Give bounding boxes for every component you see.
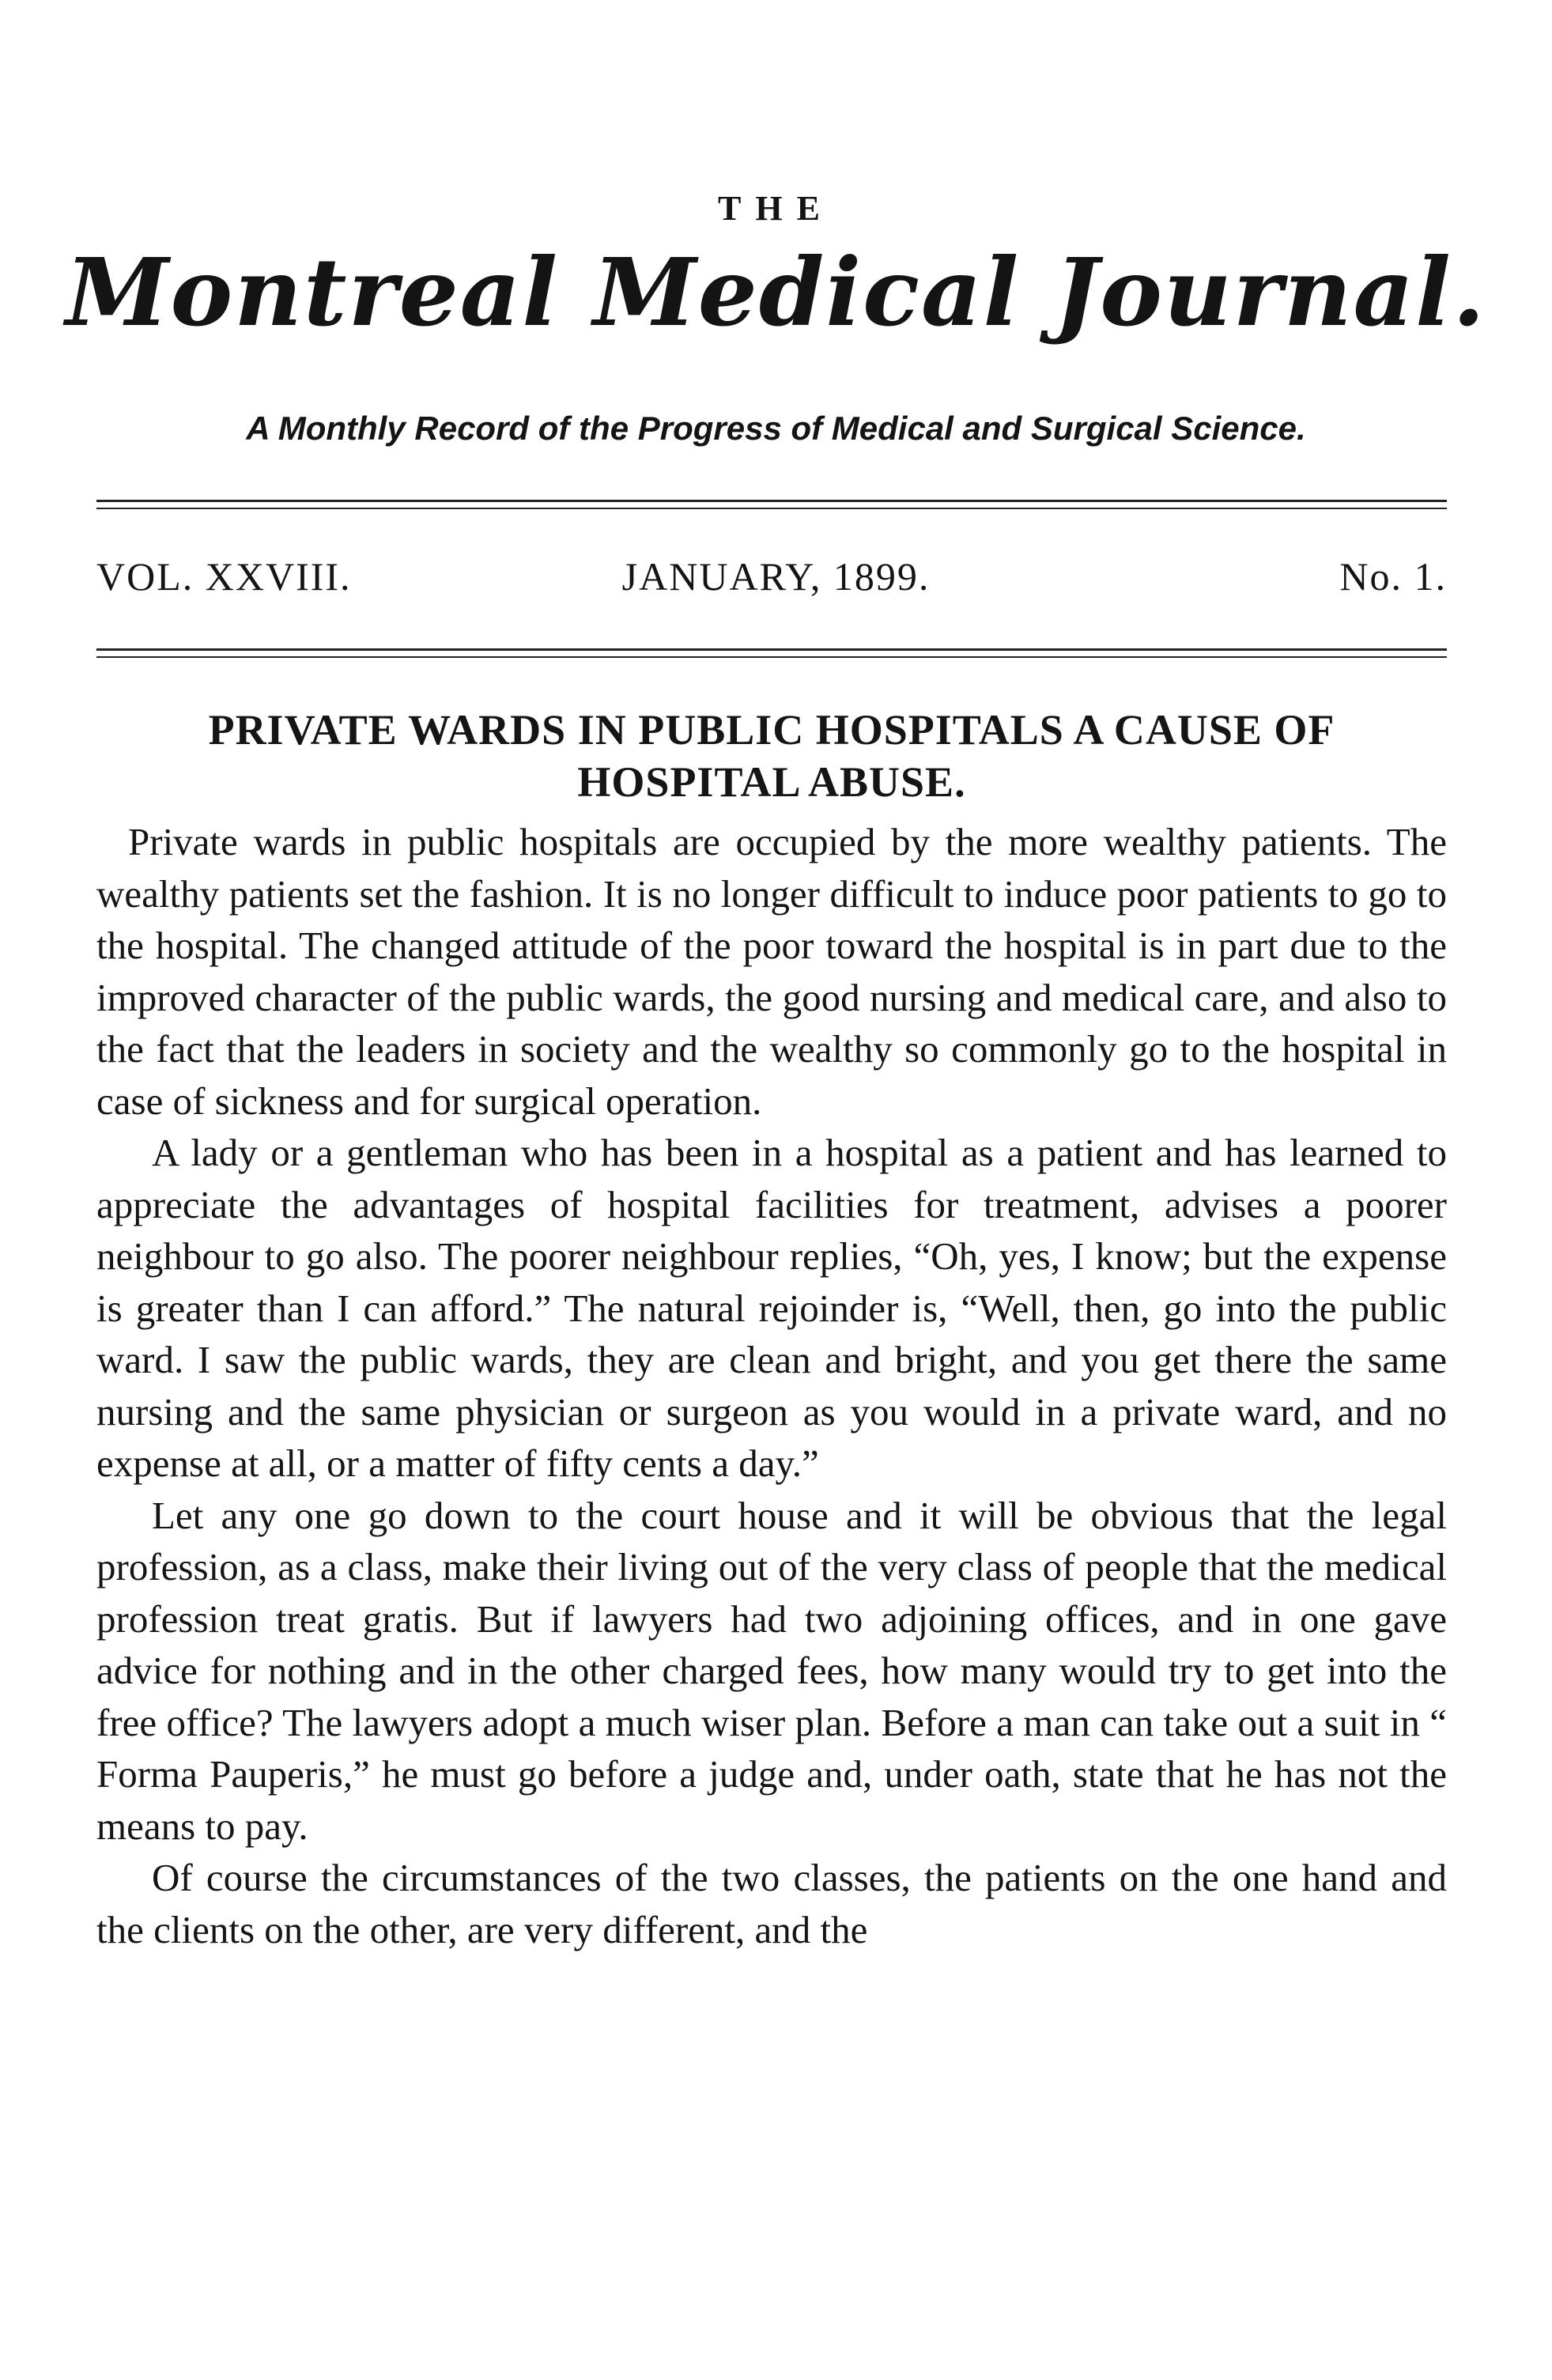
volume-number: VOL. XXVIII. xyxy=(96,554,352,599)
bottom-rule xyxy=(96,648,1447,651)
article-paragraph: Private wards in public hospitals are occupied by the more wealthy patients. The wealthy patients set the fashion. It is no longer difficult to induce poor patients to go to the hospital. The changed attitude of the poor toward the hospital is in part due to the improved character of the public wards, the good nursing and medical care, and also to the fact that the leaders in society and the wealthy so commonly go to the hospital in case of sickness and for surgical operation. xyxy=(96,820,1447,1123)
article-paragraph: A lady or a gentleman who has been in a hospital as a patient and has learned to appreciate the advantages of hospital facilities for treatment, advises a poorer neighbour to go also. The poorer neighbour replies, “Oh, yes, I know; but the expense is greater than I can afford.” The natural rejoinder is, “Well, then, go into the public ward. I saw the public wards, they are clean and bright, and you get there the same nursing and the same physician or surgeon as you would in a private ward, and no expense at all, or a matter of fifty cents a day.” xyxy=(96,1131,1447,1485)
journal-title: Montreal Medical Journal. xyxy=(65,237,1487,347)
issue-number: No. 1. xyxy=(1339,554,1447,599)
journal-subtitle: A Monthly Record of the Progress of Medical and Surgical Science. xyxy=(246,410,1306,447)
top-rule xyxy=(96,500,1447,502)
issue-date: JANUARY, 1899. xyxy=(621,554,931,599)
article-paragraph: Let any one go down to the court house and it will be obvious that the legal profession, as a class, make their living out of the very class of people that the medical profession treat gratis. But if lawyers had two adjoining offices, and in one gave advice for nothing and in the other charged fees, how many would try to get into the free office? The lawyers adopt a much wiser plan. Before a man can take out a suit in “ Forma Pauperis,” he must go before a judge and, under oath, state that he has not the means to pay. xyxy=(96,1493,1447,1848)
top-rule-double xyxy=(96,508,1447,509)
article-heading: PRIVATE WARDS IN PUBLIC HOSPITALS A CAUSE OF HOSPITAL ABUSE. xyxy=(208,706,1335,806)
article-paragraph: Of course the circumstances of the two classes, the patients on the one hand and the clients on the other, are very different, and the xyxy=(96,1856,1447,1951)
bottom-rule-double xyxy=(96,656,1447,658)
article xyxy=(96,704,1447,1955)
masthead-the: THE xyxy=(718,189,834,228)
